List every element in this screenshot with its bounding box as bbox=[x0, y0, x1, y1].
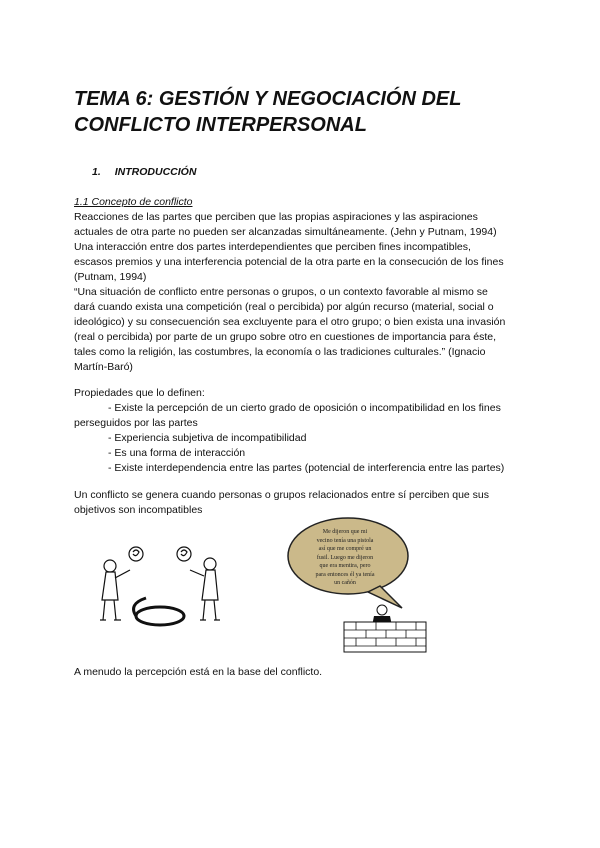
text-line: escasos premios y una interferencia potencial de la otra parte en la consecución de los fines bbox=[74, 256, 504, 268]
text-line: (real o percibida) por parte de un grupo sobre otro en cuestiones de importancia para éste, bbox=[74, 331, 496, 343]
properties-heading: Propiedades que lo definen: bbox=[74, 387, 205, 399]
definitions-paragraph bbox=[74, 210, 534, 375]
text-line: Martín-Baró) bbox=[74, 361, 133, 373]
bubble-line: Me dijeron que mi bbox=[322, 529, 368, 535]
section-number: 1. bbox=[92, 166, 101, 178]
text-line: tales como la religión, las costumbres, la economía o las tradiciones culturales.” (Ignacio bbox=[74, 346, 486, 358]
property-item: - Existe interdependencia entre las partes (potencial de interferencia entre las partes) bbox=[108, 462, 505, 474]
bubble-line: un cañón bbox=[334, 580, 356, 586]
text-line: Reacciones de las partes que perciben que las propias aspiraciones y las aspiraciones bbox=[74, 211, 478, 223]
property-item: - Existe la percepción de un cierto grado de oposición o incompatibilidad en los fines bbox=[108, 402, 501, 414]
bubble-line: vecino tenía una pistola bbox=[316, 537, 374, 544]
title-line-2: CONFLICTO INTERPERSONAL bbox=[74, 114, 367, 136]
text-line: (Putnam, 1994) bbox=[74, 271, 147, 283]
page-title bbox=[74, 86, 534, 138]
bubble-line: para entonces él ya tenía bbox=[315, 571, 375, 578]
cartoon-speech-text bbox=[292, 528, 398, 588]
subsection-heading: 1.1 Concepto de conflicto bbox=[74, 196, 193, 208]
bubble-line: fusil. Luego me dijeron bbox=[316, 554, 374, 561]
text-line: Una interacción entre dos partes interdependientes que perciben fines incompatibles, bbox=[74, 241, 471, 253]
text-line: Un conflicto se genera cuando personas o grupos relacionados entre sí perciben que sus bbox=[74, 489, 490, 501]
text-line: objetivos son incompatibles bbox=[74, 504, 203, 516]
section-heading bbox=[92, 166, 196, 178]
bubble-line: que era mentira, pero bbox=[319, 563, 371, 569]
conflict-paragraph bbox=[74, 488, 534, 518]
text-line: ideológico) y su consecuención sea excluyente para el otro grupo; o bien exista una invasión bbox=[74, 316, 506, 328]
properties-section bbox=[74, 386, 534, 476]
title-line-1: TEMA 6: GESTIÓN Y NEGOCIACIÓN DEL bbox=[74, 88, 462, 110]
text-line: dará cuando exista una competición (real o percibida) por algún recurso (material, social o bbox=[74, 301, 494, 313]
property-item: - Experiencia subjetiva de incompatibilidad bbox=[108, 432, 307, 444]
text-line: “Una situación de conflicto entre personas o grupos, o un contexto favorable al mismo se bbox=[74, 286, 488, 298]
text-line: actuales de otra parte no pueden ser alcanzadas simultáneamente. (Jehn y Putnam, 1994) bbox=[74, 226, 497, 238]
perception-cartoon-illustration bbox=[96, 540, 226, 632]
section-title: INTRODUCCIÓN bbox=[114, 166, 197, 178]
bubble-line: así que me compré un bbox=[318, 546, 372, 552]
closing-sentence: A menudo la percepción está en la base del conflicto. bbox=[74, 666, 323, 678]
property-item-continued: perseguidos por las partes bbox=[74, 417, 198, 429]
property-item: - Es una forma de interacción bbox=[108, 447, 246, 459]
